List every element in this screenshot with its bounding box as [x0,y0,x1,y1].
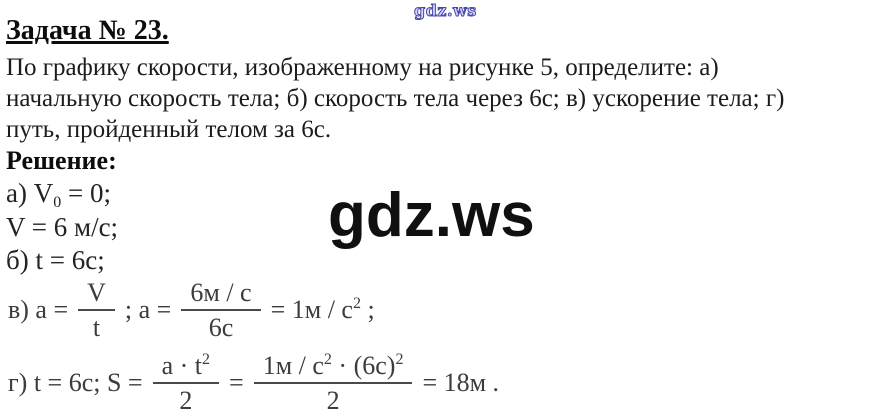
problem-line-1: По графику скорости, изображенному на рисунке 5, определите: а) [6,54,719,81]
fraction-6ms-over-6s [181,279,260,342]
fraction-denominator: t [92,313,101,342]
solution-step-g [8,349,499,417]
step-g-lead: г) t = 6с; S = [8,368,143,397]
fraction-denominator: 2 [326,386,340,415]
step-v-mid: ; a = [124,295,172,324]
fraction-numerator: $a \cdot t^2$ [153,352,219,384]
squared-exponent: 2 [395,350,404,368]
solution-heading: Решение: [6,146,117,175]
fraction-v-over-t [78,279,115,342]
solution-step-a [6,178,111,209]
fraction-numerator: $1м / с^2 \cdot (6с)^2$ [254,352,413,384]
squared-exponent: 2 [352,295,361,312]
v0-subscript: 0 [53,194,62,211]
squared-exponent: 2 [323,350,332,368]
step-v-lead: в) a = [8,295,69,324]
fraction-denominator: 6с [208,313,234,342]
step-g-result: = 18м . [422,368,500,397]
fraction-substituted-over-2 [254,352,413,415]
watermark-top: gdz.ws [414,1,477,20]
fraction-at2-over-2 [153,352,219,415]
watermark-center: gdz.ws [328,181,535,250]
problem-line-3: путь, пройденный телом за 6с. [6,116,332,143]
squared-exponent: 2 [202,350,211,368]
problem-line-2: начальную скорость тела; б) скорость тела через 6с; в) ускорение тела; г) [6,85,785,112]
page-title: Задача № 23. [6,15,169,46]
step-g-equals: = [229,368,244,397]
step-a-text: а) V [6,178,54,208]
fraction-numerator: 6м / с [181,279,260,311]
problem-text [6,52,784,145]
solution-step-b: б) t = 6с; [6,245,105,275]
step-a-value: = 0; [61,178,111,208]
step-v-result: = $1м / с^2$ ; [270,295,375,324]
fraction-numerator: V [78,279,115,311]
solution-step-v [8,276,375,344]
solution-step-a-velocity: V = 6 м/с; [6,212,119,242]
fraction-denominator: 2 [179,386,193,415]
